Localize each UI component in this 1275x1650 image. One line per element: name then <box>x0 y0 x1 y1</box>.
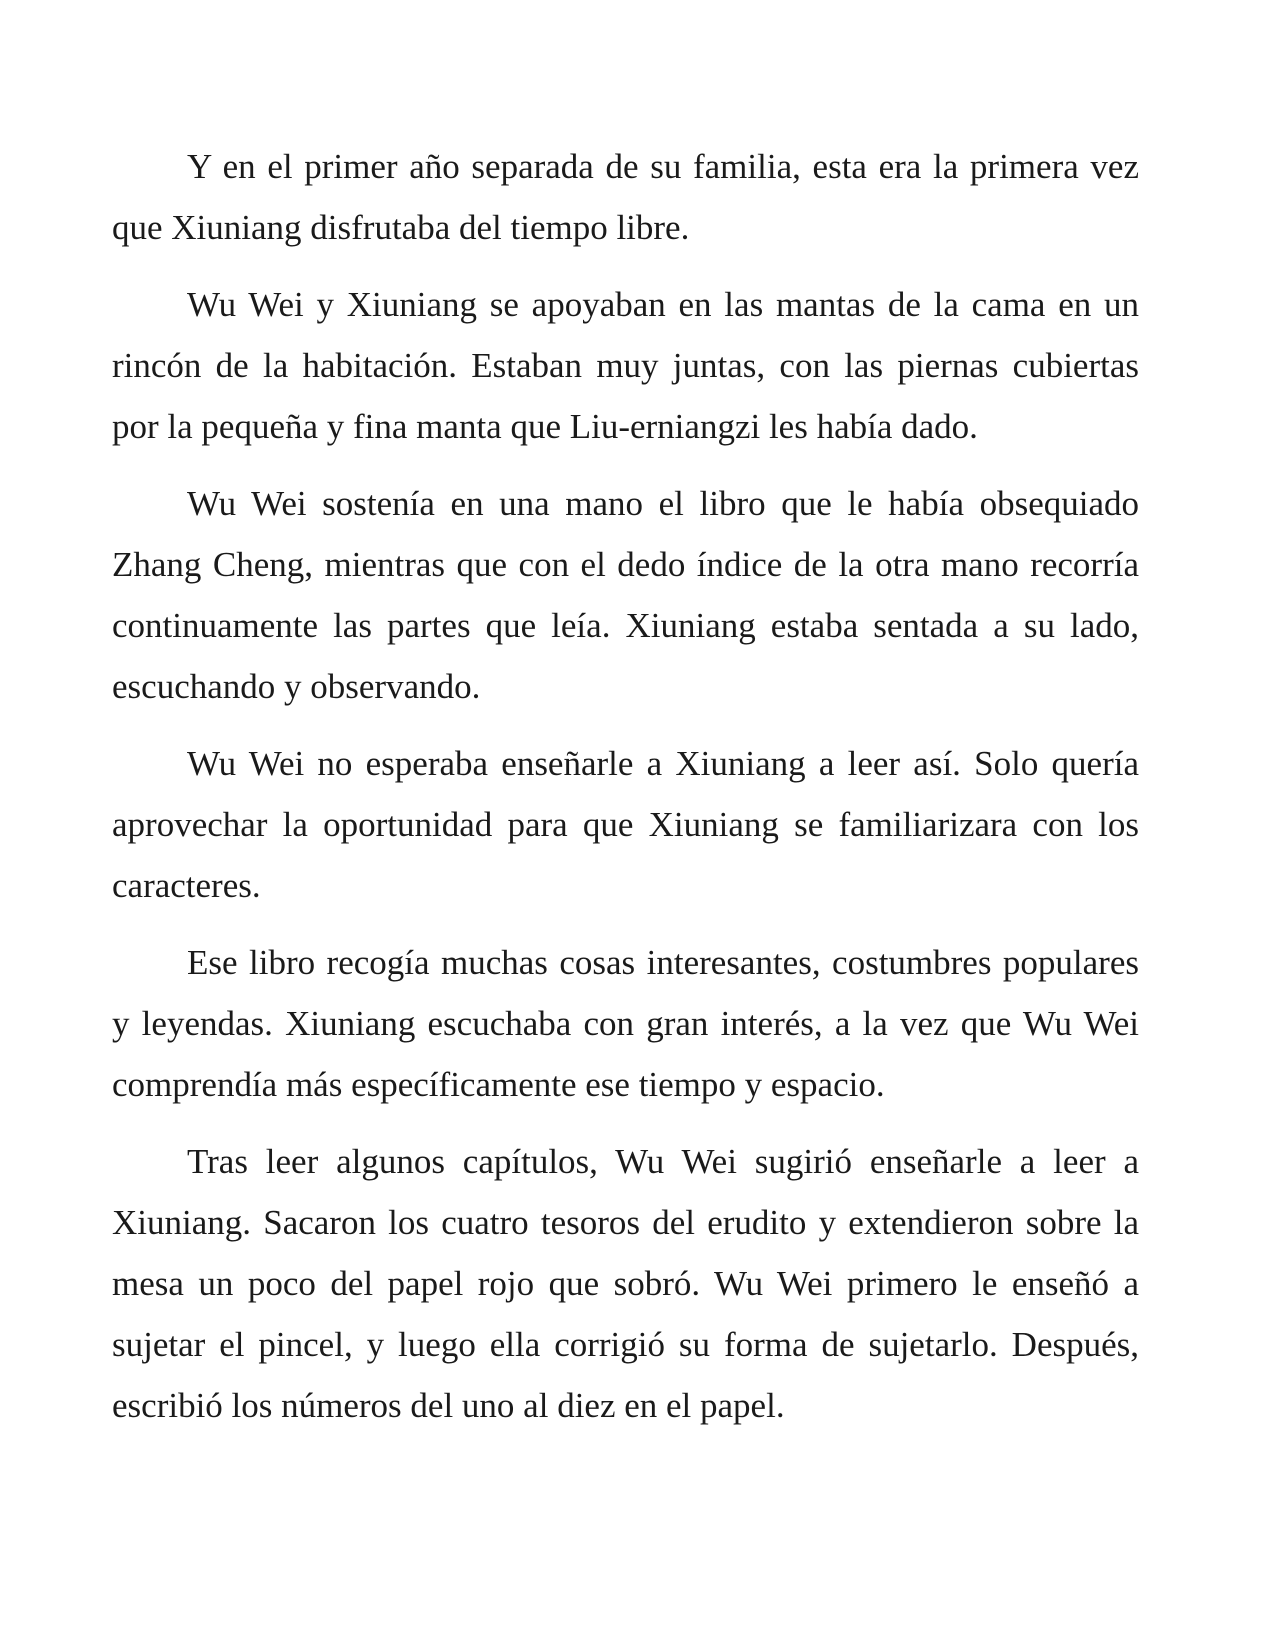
paragraph-4: Wu Wei no esperaba enseñarle a Xiuniang a leer así. Solo quería aprovechar la oportunidad para que Xiuniang se familiarizara con los caracteres. <box>112 744 1139 905</box>
paragraph-1: Y en el primer año separada de su familia, esta era la primera vez que Xiuniang disfrutaba del tiempo libre. <box>112 147 1139 247</box>
paragraph-5: Ese libro recogía muchas cosas interesantes, costumbres populares y leyendas. Xiuniang escuchaba con gran interés, a la vez que Wu Wei comprendía más específicamente ese tiempo y espacio. <box>112 943 1139 1104</box>
paragraph-6: Tras leer algunos capítulos, Wu Wei sugirió enseñarle a leer a Xiuniang. Sacaron los cuatro tesoros del erudito y extendieron sobre la mesa un poco del papel rojo que sobró. Wu Wei primero le enseñó a sujetar el pincel, y luego ella corrigió su forma de sujetarlo. Después, escribió los números del uno al diez en el papel. <box>112 1142 1139 1425</box>
paragraph-3: Wu Wei sostenía en una mano el libro que le había obsequiado Zhang Cheng, mientras que con el dedo índice de la otra mano recorría continuamente las partes que leía. Xiuniang estaba sentada a su lado, escuchando y observando. <box>112 484 1139 706</box>
document-page <box>112 136 1139 1452</box>
paragraph-2: Wu Wei y Xiuniang se apoyaban en las mantas de la cama en un rincón de la habitación. Estaban muy juntas, con las piernas cubiertas por la pequeña y fina manta que Liu-erniangzi les había dado. <box>112 285 1139 446</box>
